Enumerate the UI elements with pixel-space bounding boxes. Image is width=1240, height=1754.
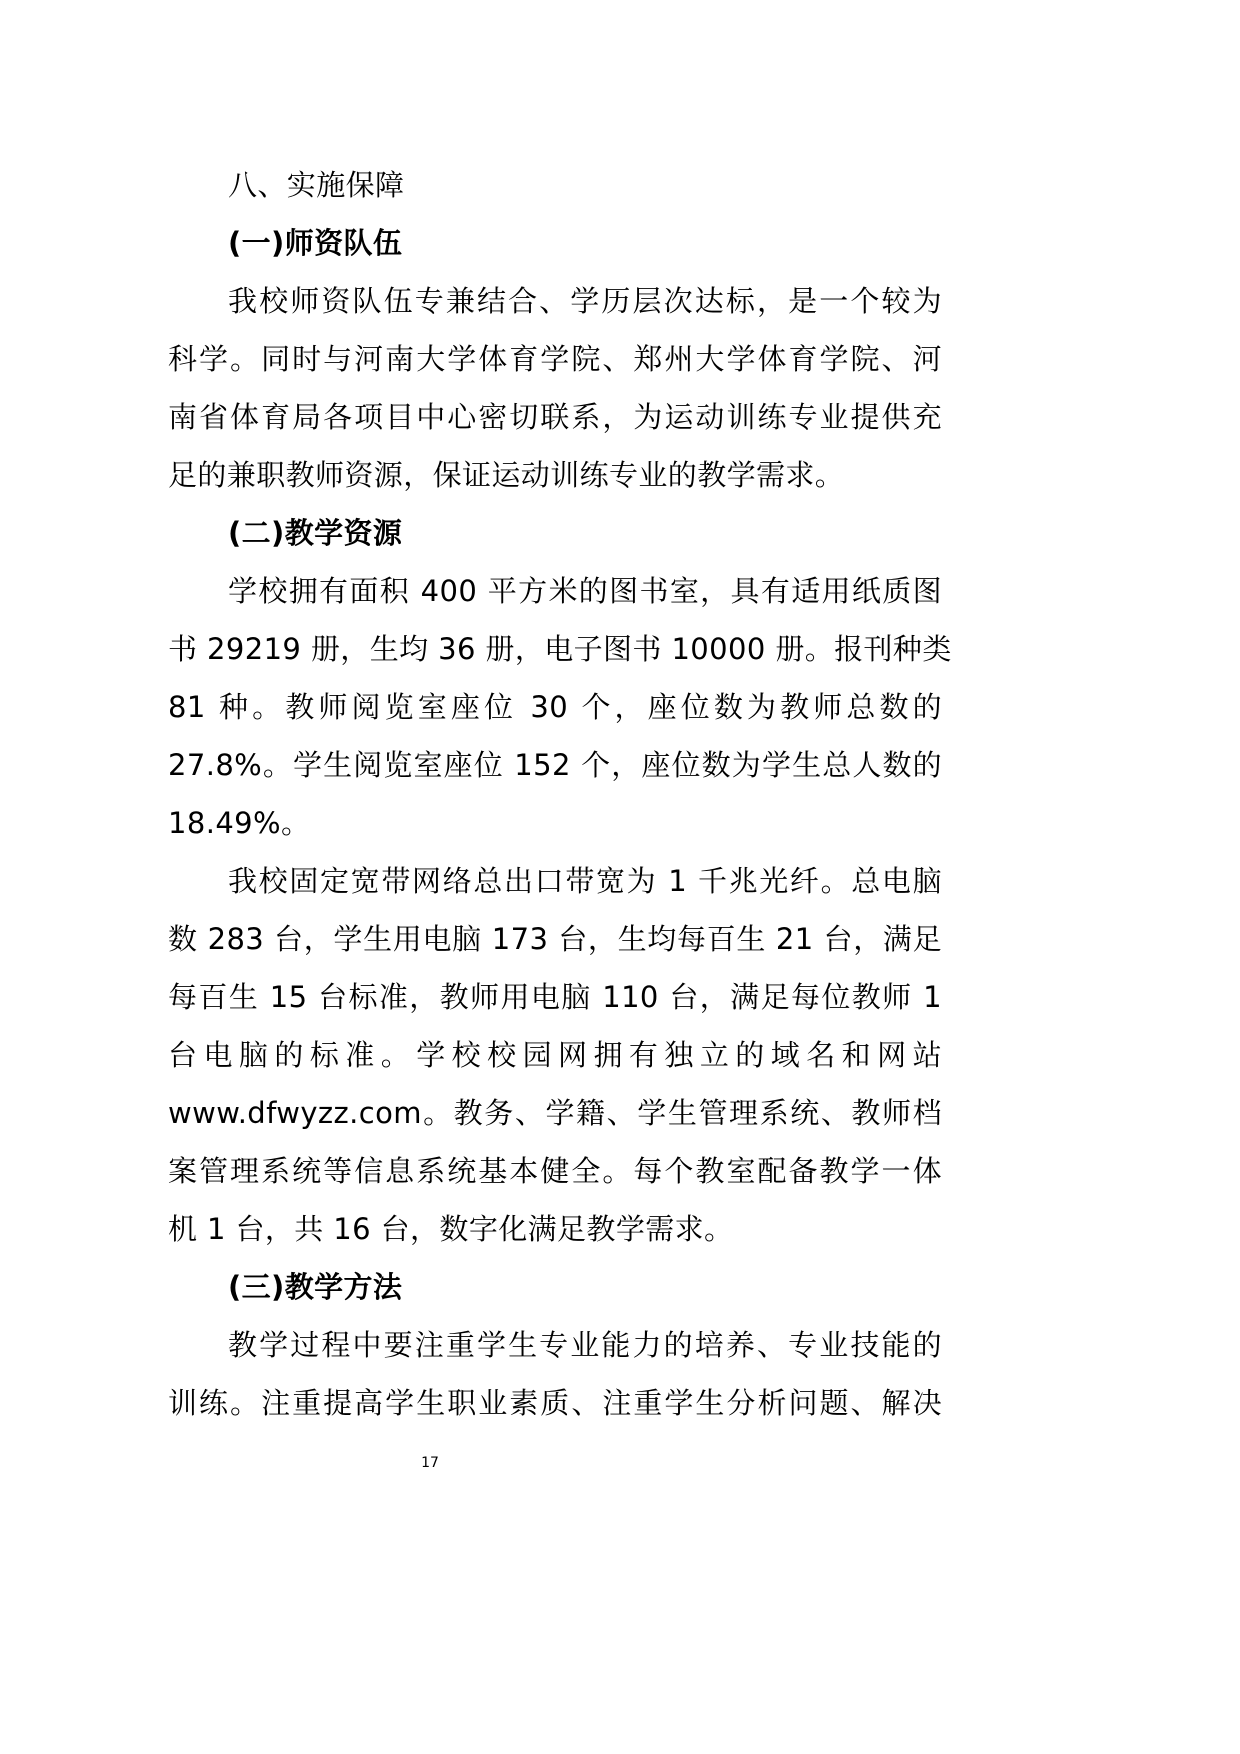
text-line: 训练。注重提高学生职业素质、注重学生分析问题、解决 [168,1386,942,1420]
text-line: 每百生 15 台标准，教师用电脑 110 台，满足每位教师 1 [168,980,942,1014]
text-line: 数 283 台，学生用电脑 173 台，生均每百生 21 台，满足 [168,922,942,956]
paragraph-library [168,562,952,852]
text-line: 81 种。教师阅览室座位 30 个，座位数为教师总数的 [168,690,942,724]
text-line: 18.49%。 [168,806,311,840]
text-line: 书 29219 册，生均 36 册，电子图书 10000 册。报刊种类 [168,632,952,666]
page-number: 17 [421,1455,439,1471]
subsection-heading-teaching-resources: (二)教学资源 [228,516,403,550]
text-line: 我校固定宽带网络总出口带宽为 1 千兆光纤。总电脑 [228,864,942,898]
paragraph-teaching-methods [168,1316,942,1432]
text-line: www.dfwyzz.com。教务、学籍、学生管理系统、教师档 [168,1096,942,1130]
paragraph-network [168,852,942,1258]
text-line: 案管理系统等信息系统基本健全。每个教室配备教学一体 [168,1154,942,1188]
text-line: 科学。同时与河南大学体育学院、郑州大学体育学院、河 [168,342,942,376]
text-line: 足的兼职教师资源，保证运动训练专业的教学需求。 [168,458,845,492]
page-content [168,156,952,1432]
text-line: 27.8%。学生阅览室座位 152 个，座位数为学生总人数的 [168,748,942,782]
text-line: 南省体育局各项目中心密切联系，为运动训练专业提供充 [168,400,942,434]
text-line: 台电脑的标准。学校校园网拥有独立的域名和网站 [168,1038,942,1072]
paragraph-faculty [168,272,942,504]
subsection-heading-faculty: (一)师资队伍 [228,226,403,260]
text-line: 机 1 台，共 16 台，数字化满足教学需求。 [168,1212,734,1246]
section-title: 八、实施保障 [228,168,405,202]
text-line: 学校拥有面积 400 平方米的图书室，具有适用纸质图 [228,574,942,608]
subsection-heading-teaching-methods: (三)教学方法 [228,1270,403,1304]
text-line: 我校师资队伍专兼结合、学历层次达标，是一个较为 [228,284,942,318]
text-line: 教学过程中要注重学生专业能力的培养、专业技能的 [228,1328,942,1362]
